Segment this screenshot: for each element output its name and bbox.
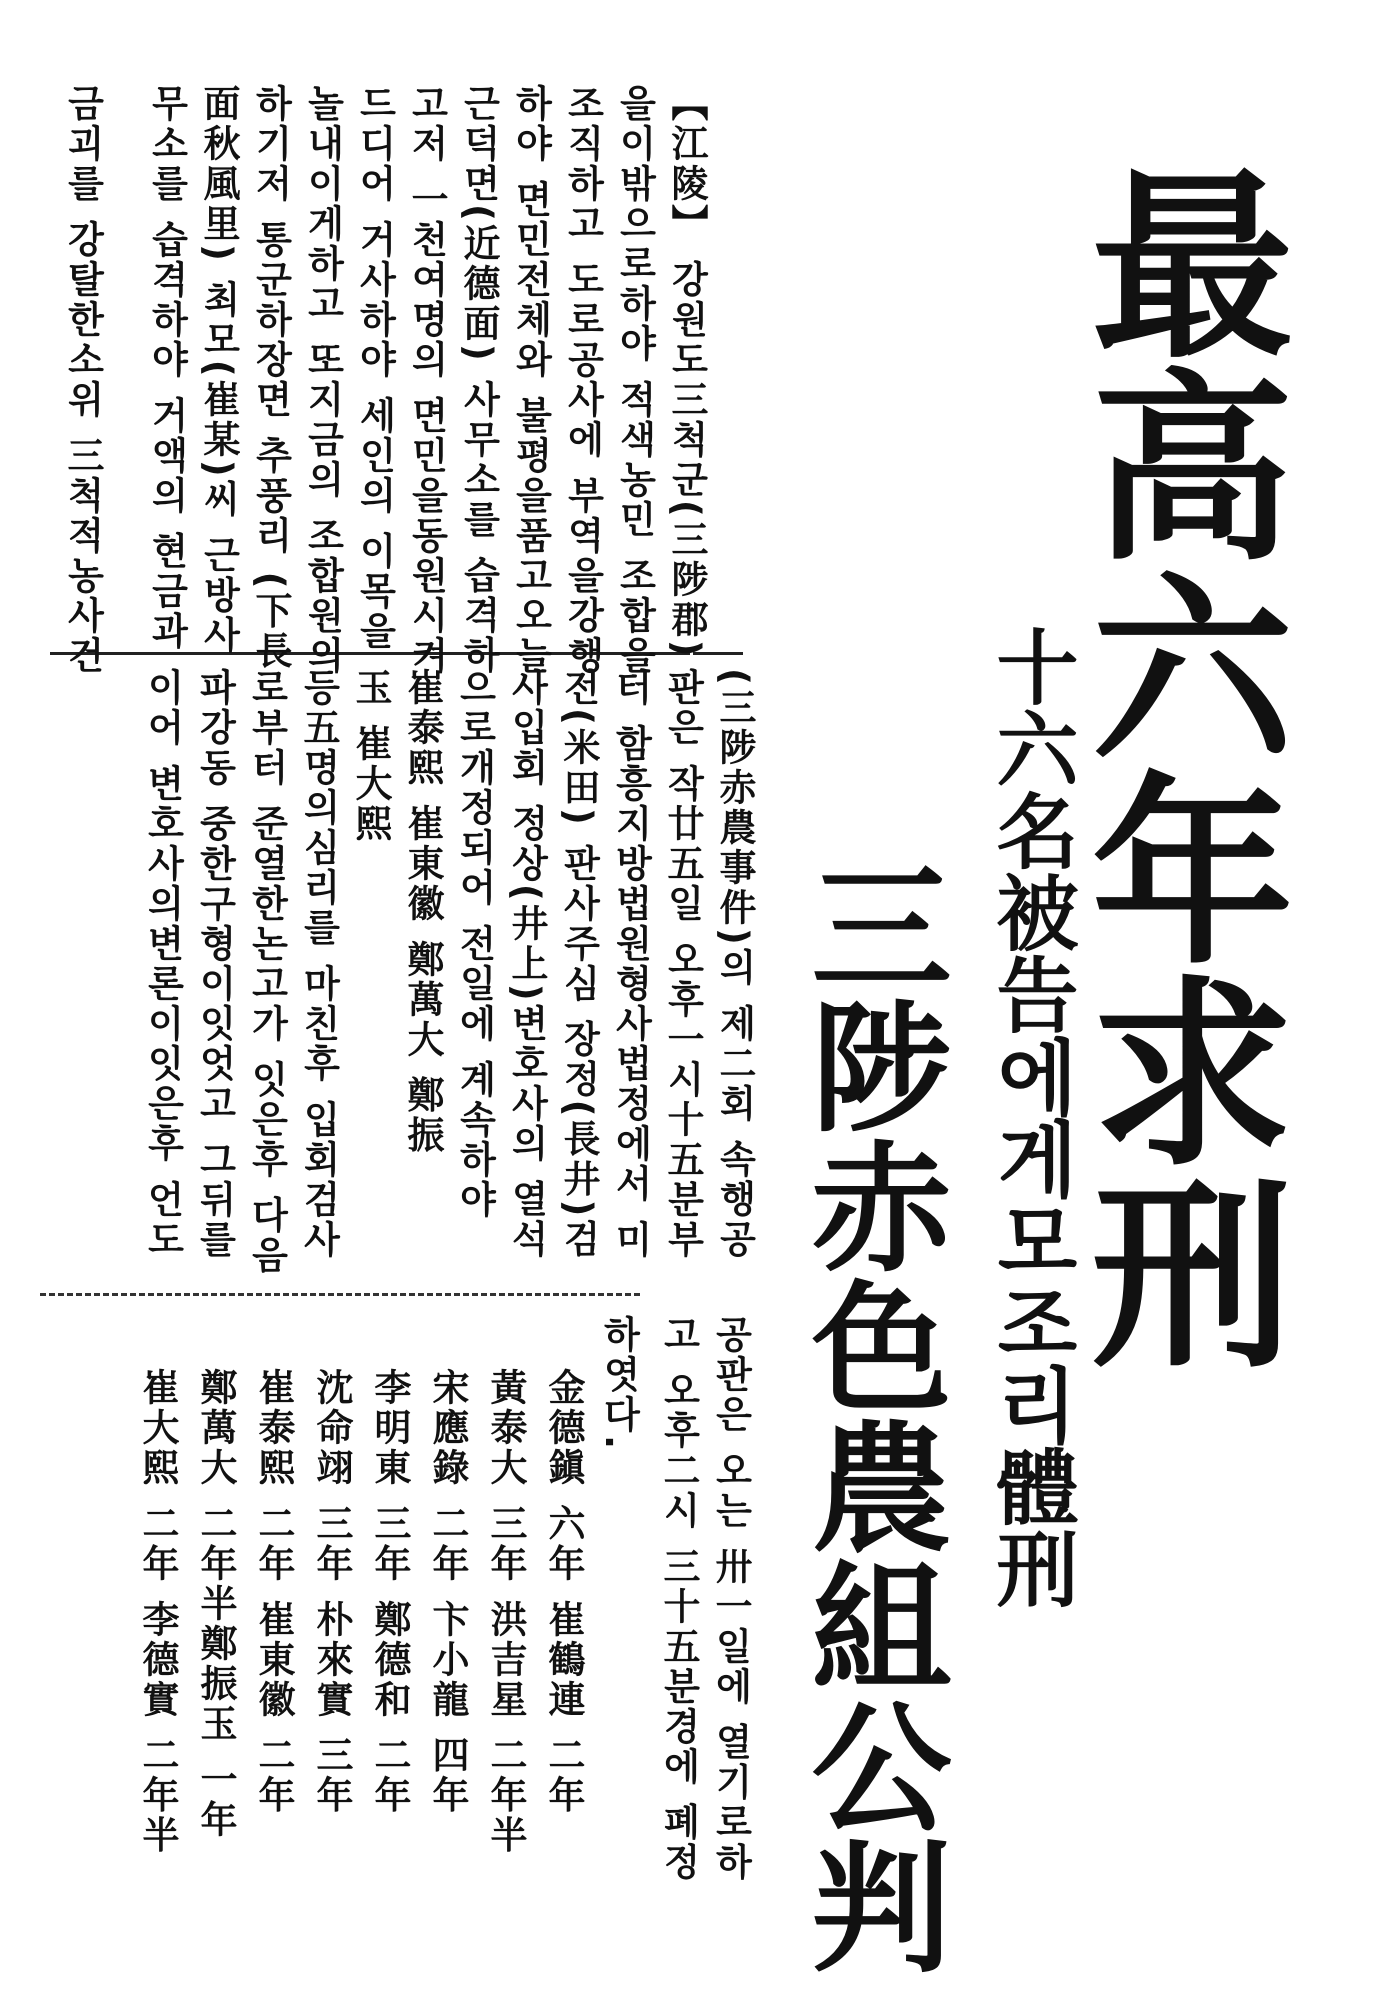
article-line: 등五명의심리를 마친후 입회검사 [297,668,340,1260]
article-line: 사입회 정상(井上)변호사의 열석 [505,668,548,1260]
article-line: 파강동 중한구형이잇엇고 그뒤를 [193,668,236,1260]
sentence-row: 李明東 三年 鄭德和 二年 [368,1368,411,1816]
article-line: 으로개정되어 전일에 계속하야 [453,668,496,1220]
sentence-row: 崔大熙 二年 李德實 二年半 [136,1368,179,1856]
sentence-row: 黃泰大 三年 洪吉星 二年半 [484,1368,527,1856]
article-line: 玉 崔大熙 [349,668,392,844]
article-line: 공판은 오는 卅一일에 열기로하 [709,1315,752,1883]
article-line: 고 오후二시 三十五분경에 폐정 [657,1315,700,1883]
sentence-row: 宋應錄 二年 卞小龍 四年 [426,1368,469,1816]
article-line: 崔泰熙 崔東徽 鄭萬大 鄭振 [401,668,444,1156]
article-line: 을이밖으로하야 적색농민 조합을 [613,84,656,676]
headline-second: 三陟赤色農組公判 [788,855,952,1975]
headline-sub: 十六名被告에게모조리體刑 [983,625,1079,1609]
article-line: 이어 변호사의변론이잇은후 언도 [141,668,184,1260]
article-line: (三陟赤農事件)의 제二회 속행공 [713,668,756,1260]
article-line: 【江陵】 강원도三척군(三陟郡) [665,84,708,660]
sentence-row: 金德鎭 六年 崔鶴連 二年 [542,1368,585,1816]
article-line: 드디어 거사하야 세인의 이목을 [353,84,396,652]
article-line: 터 함흥지방법원형사법정에서 미 [609,668,652,1260]
sentence-row: 崔泰熙 二年 崔東徽 二年 [252,1368,295,1816]
sentence-row: 沈命翊 三年 朴來實 三年 [310,1368,353,1816]
article-line: 전(米田) 판사주심 장정(長井)검 [557,668,600,1260]
article-line: 근덕면(近德面) 사무소를 습격하 [457,84,500,676]
article-line: 하기저 통군하장면 추풍리 (下長 [249,84,292,672]
article-line: 하엿다. [597,1315,640,1453]
article-line: 面秋風里) 최모(崔某)씨 근방사 [197,84,240,656]
article-line: 놀내이게하고 또지금의 조합원의 [301,84,344,676]
article-line: 무소를 습격하야 거액의 현금과 [145,84,188,652]
section-separator-rule [40,1293,640,1296]
article-line: 고저 一천여명의 면민을동원시켜 [405,84,448,676]
sentence-row: 鄭萬大 二年半鄭振玉 一年 [194,1368,237,1840]
article-line: 조직하고 도로공사에 부역을강행 [561,84,604,676]
article-line: 금괴를 강탈한소위 三척적농사건 [61,84,104,676]
article-line: 로부터 준열한논고가 잇은후 다음 [245,668,288,1276]
article-line: 하야 면민전체와 불평을품고오늘 [509,84,552,676]
article-line: 판은 작廿五일 오후一시十五분부 [661,668,704,1260]
headline-main: 最高六年求刑 [1057,160,1295,1372]
